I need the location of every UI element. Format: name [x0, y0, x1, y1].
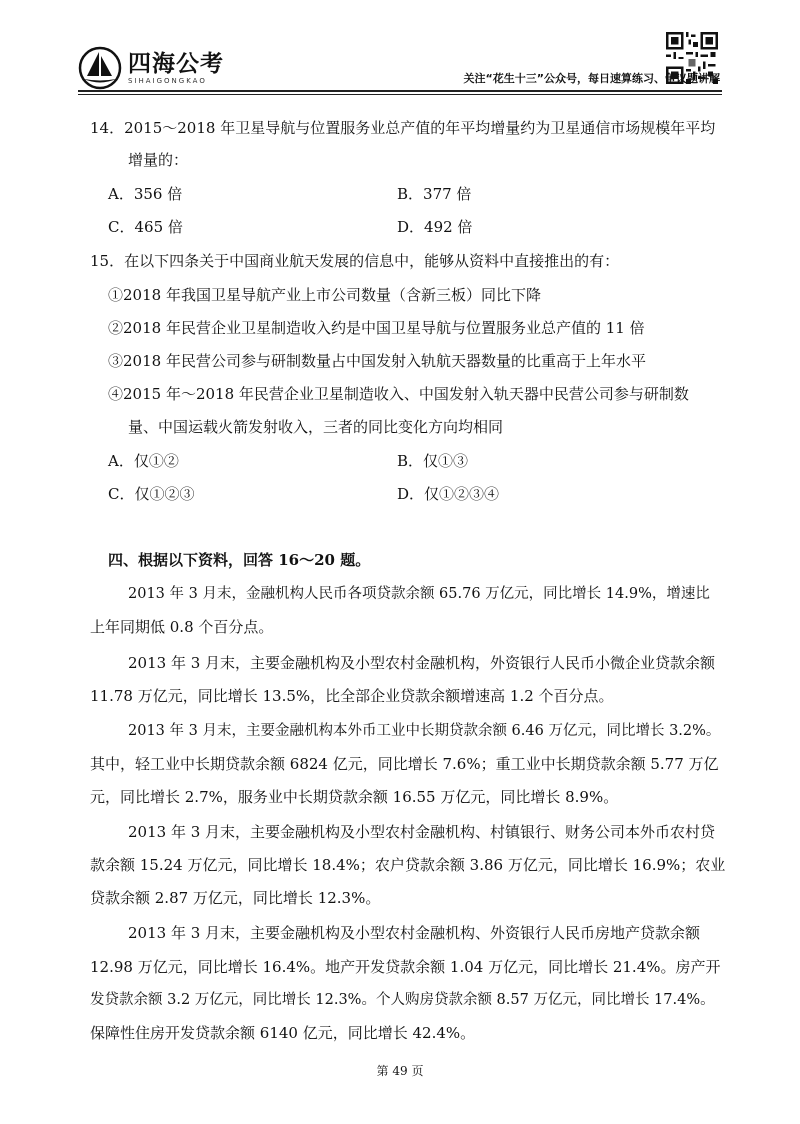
header-divider-thin	[78, 94, 722, 95]
paragraph-line: 保障性住房开发贷款余额 6140 亿元，同比增长 42.4%。	[90, 1024, 476, 1042]
header-slogan: 关注“花生十三”公众号，每日速算练习、争议题讲解	[463, 72, 720, 85]
brand-subtitle: SIHAIGONGKAO	[128, 76, 207, 85]
paragraph-line: 上年同期低 0.8 个百分点。	[90, 618, 274, 636]
q15-item-3: ③2018 年民营公司参与研制数量占中国发射入轨航天器数量的比重高于上年水平	[108, 352, 646, 370]
paragraph-line: 款余额 15.24 万亿元，同比增长 18.4%；农户贷款余额 3.86 万亿元，同比增长 16.9%；农业	[90, 856, 726, 874]
paragraph-line: 11.78 万亿元，同比增长 13.5%，比全部企业贷款余额增速高 1.2 个百分点。	[90, 687, 614, 705]
q14-stem-cont: 增量的：	[128, 151, 189, 169]
sailboat-logo-icon	[78, 46, 122, 90]
q14-option-b: B．377 倍	[397, 185, 472, 203]
paragraph-line: 2013 年 3 月末，主要金融机构本外币工业中长期贷款余额 6.46 万亿元，同比增长 3.2%。	[128, 723, 721, 739]
section-title: 四、根据以下资料，回答 16～20 题。	[108, 551, 371, 569]
header-divider	[78, 90, 722, 92]
q15-option-c: C．仅①②③	[108, 485, 195, 503]
paragraph-line: 12.98 万亿元，同比增长 16.4%。地产开发贷款余额 1.04 万亿元，同比增长 21.4%。房产开	[90, 958, 721, 976]
q15-item-1: ①2018 年我国卫星导航产业上市公司数量（含新三板）同比下降	[108, 286, 541, 304]
paragraph-line: 发贷款余额 3.2 万亿元，同比增长 12.3%。个人购房贷款余额 8.57 万亿元，同比增长 17.4%。	[90, 992, 715, 1008]
q15-stem: 15．在以下四条关于中国商业航天发展的信息中，能够从资料中直接推出的有：	[90, 252, 620, 270]
q15-option-b: B．仅①③	[397, 452, 469, 470]
q14-stem: 14．2015～2018 年卫星导航与位置服务业总产值的年平均增量约为卫星通信市场规模年平均	[90, 119, 716, 137]
brand-logo	[78, 46, 224, 90]
page-number: 第 49 页	[376, 1064, 424, 1078]
paragraph-line: 2013 年 3 月末，主要金融机构及小型农村金融机构，外资银行人民币小微企业贷款余额	[128, 654, 716, 672]
paragraph-line: 其中，轻工业中长期贷款余额 6824 亿元，同比增长 7.6%；重工业中长期贷款余额 5.77 万亿	[90, 755, 719, 773]
paragraph-line: 2013 年 3 月末，主要金融机构及小型农村金融机构、村镇银行、财务公司本外币农村贷	[128, 823, 716, 841]
q14-option-c: C．465 倍	[108, 218, 183, 236]
page-header	[0, 0, 800, 100]
q15-option-d: D．仅①②③④	[397, 485, 500, 503]
paragraph-line: 2013 年 3 月末，金融机构人民币各项贷款余额 65.76 万亿元，同比增长 14.9%，增速比	[128, 586, 710, 602]
q14-option-d: D．492 倍	[397, 218, 473, 236]
q14-option-a: A．356 倍	[108, 185, 183, 203]
paragraph-line: 贷款余额 2.87 万亿元，同比增长 12.3%。	[90, 889, 381, 907]
paragraph-line: 元，同比增长 2.7%，服务业中长期贷款余额 16.55 万亿元，同比增长 8.9%。	[90, 788, 619, 806]
paragraph-line: 2013 年 3 月末，主要金融机构及小型农村金融机构、外资银行人民币房地产贷款余额	[128, 924, 701, 942]
brand-name: 四海公考	[128, 50, 224, 77]
q15-option-a: A．仅①②	[108, 452, 179, 470]
q15-item-2: ②2018 年民营企业卫星制造收入约是中国卫星导航与位置服务业总产值的 11 倍	[108, 319, 645, 337]
q15-item-4-cont: 量、中国运载火箭发射收入，三者的同比变化方向均相同	[128, 418, 504, 436]
q15-item-4: ④2015 年～2018 年民营企业卫星制造收入、中国发射入轨天器中民营公司参与研制数	[108, 385, 689, 403]
